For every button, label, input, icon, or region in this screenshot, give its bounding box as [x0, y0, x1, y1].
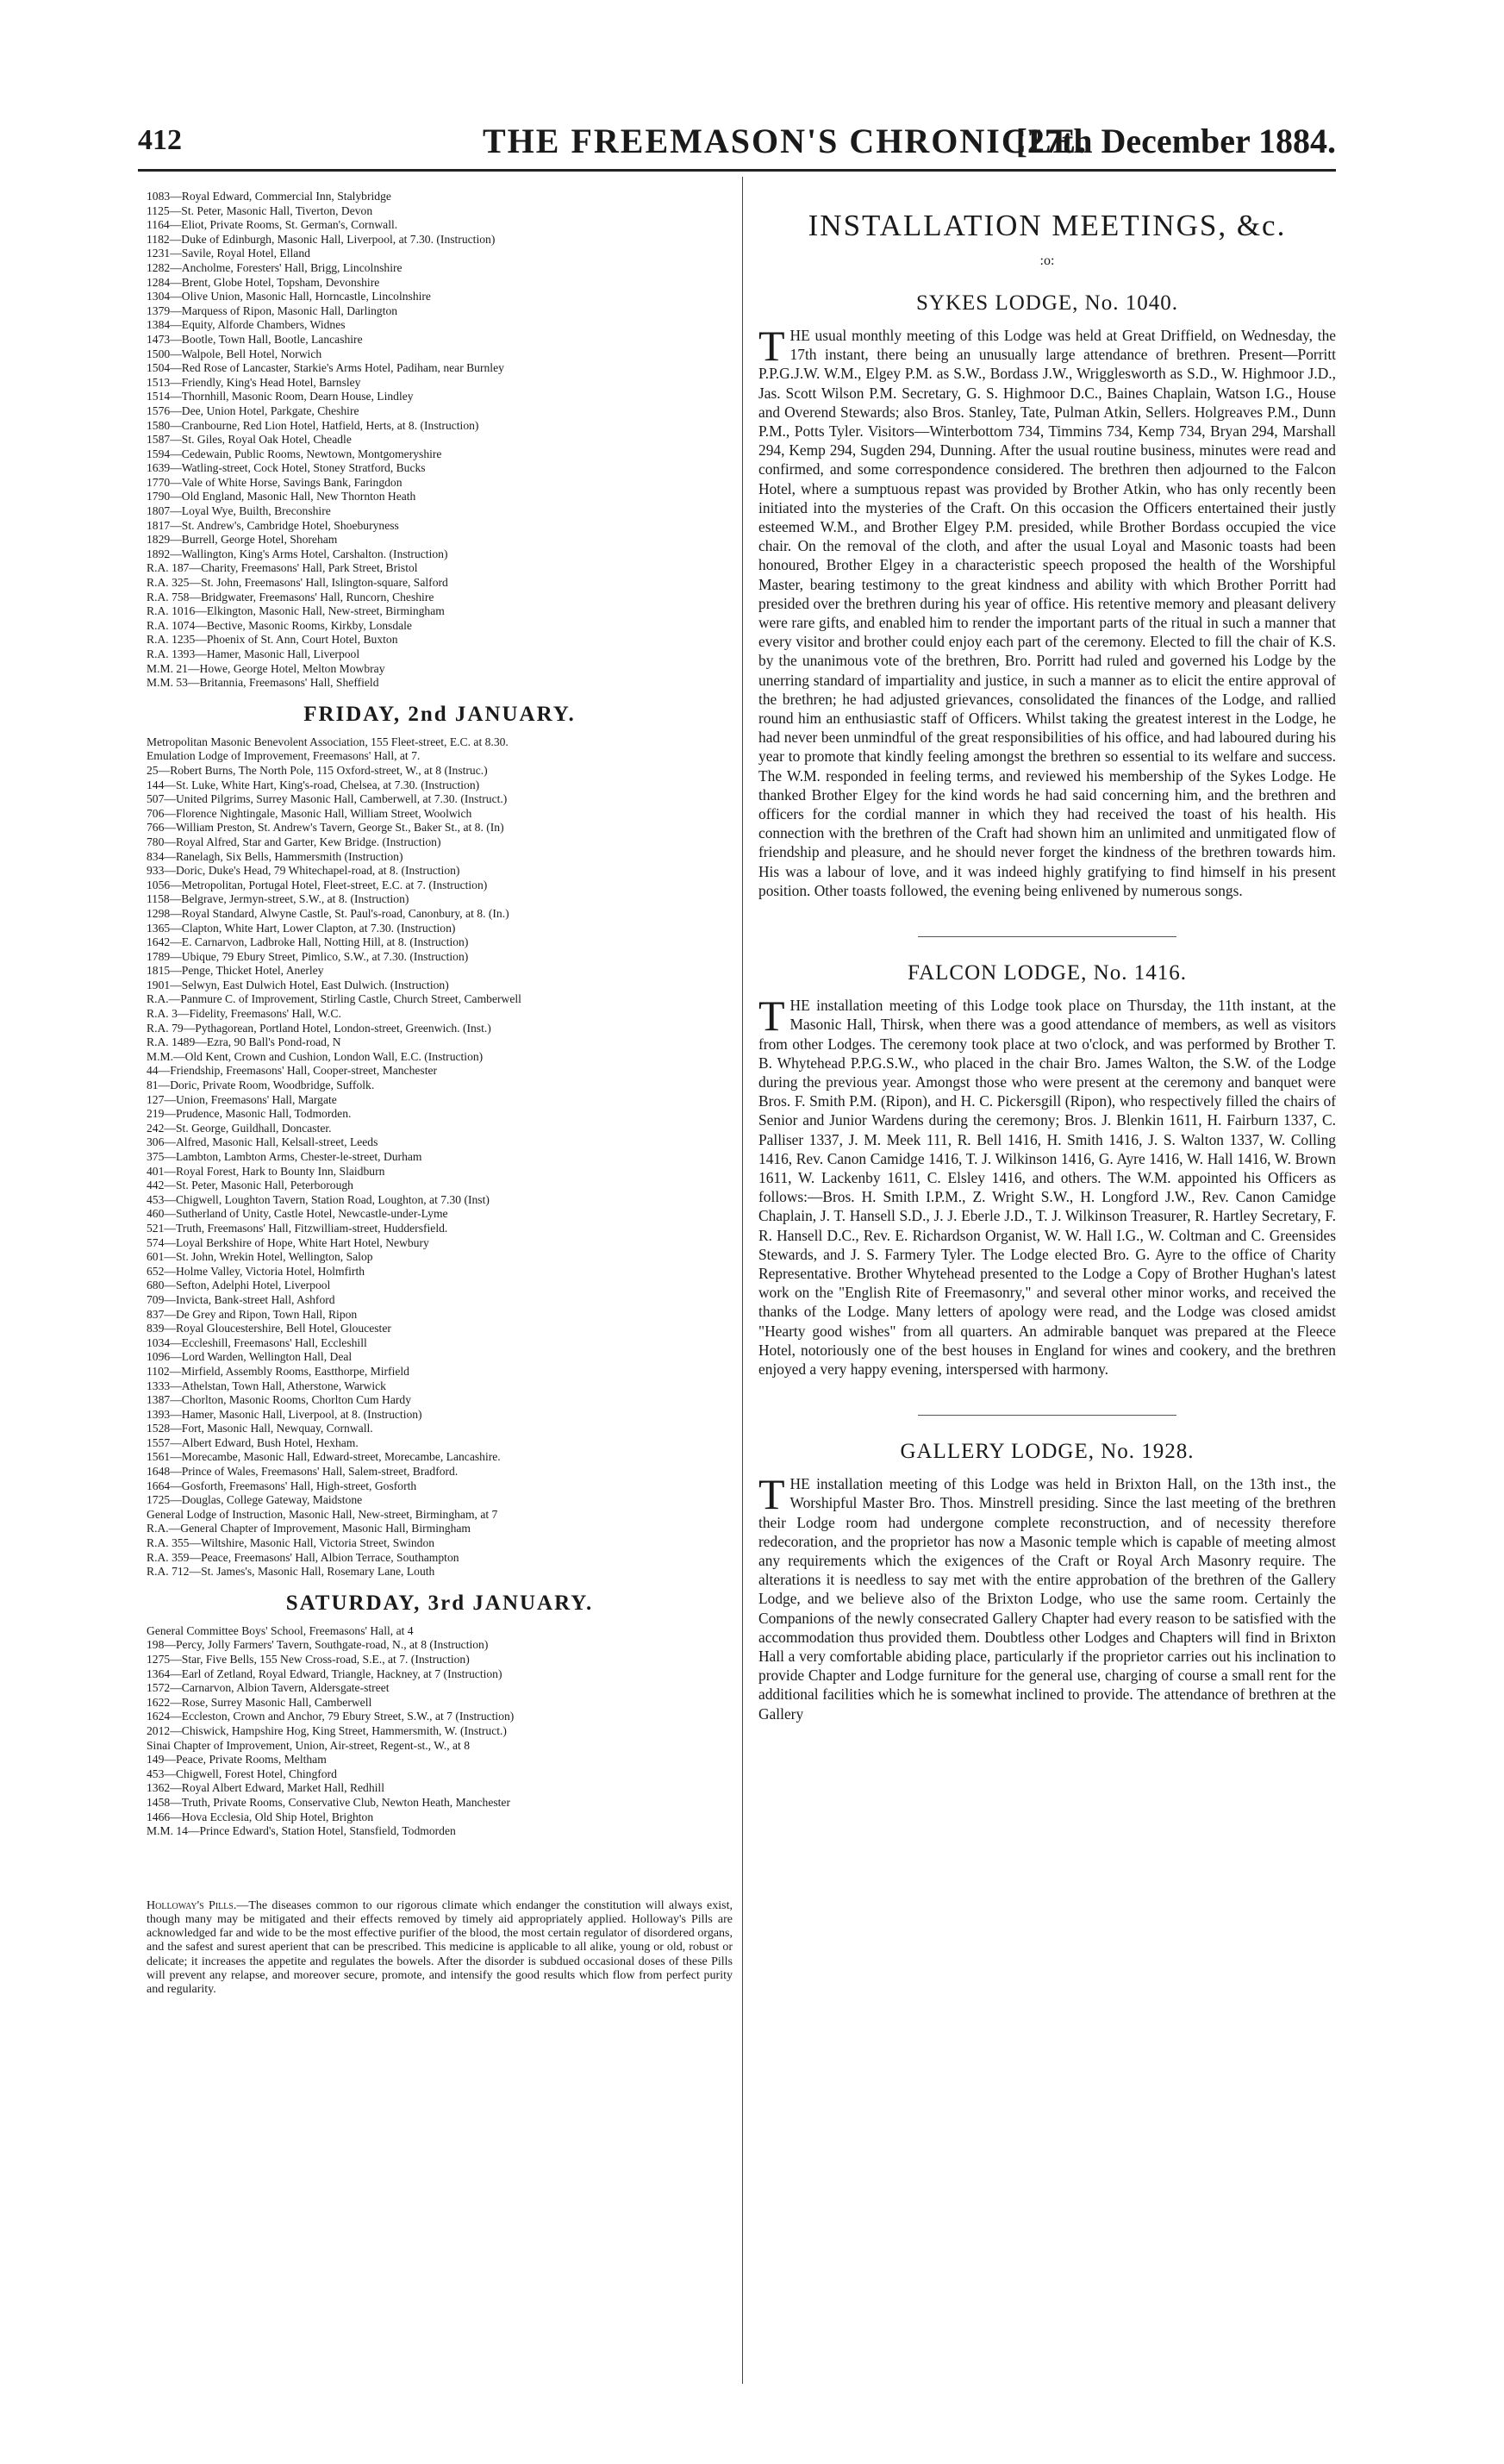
- list-item: 521—Truth, Freemasons' Hall, Fitzwilliam-street, Huddersfield.: [147, 1221, 448, 1235]
- list-item: Emulation Lodge of Improvement, Freemasons' Hall, at 7.: [147, 749, 421, 763]
- article-title: GALLERY LODGE, No. 1928.: [900, 1440, 1195, 1464]
- list-item: 1807—Loyal Wye, Builth, Breconshire: [147, 504, 331, 518]
- list-item: 1083—Royal Edward, Commercial Inn, Stalybridge: [147, 190, 391, 203]
- list-item: 149—Peace, Private Rooms, Meltham: [147, 1753, 327, 1767]
- list-item: 766—William Preston, St. Andrew's Tavern, George St., Baker St., at 8. (In): [147, 821, 504, 835]
- saturday-heading: SATURDAY, 3rd JANUARY.: [285, 1591, 594, 1615]
- list-item: 1473—Bootle, Town Hall, Bootle, Lancashire: [147, 332, 363, 346]
- article-paragraph: [758, 991, 1336, 1379]
- article-divider: [918, 1415, 1176, 1416]
- list-item: 127—Union, Freemasons' Hall, Margate: [147, 1092, 337, 1106]
- list-item: 1514—Thornhill, Masonic Room, Dearn House, Lindley: [147, 390, 414, 403]
- list-item: 1034—Eccleshill, Freemasons' Hall, Eccleshill: [147, 1335, 367, 1349]
- list-item: 1466—Hova Ecclesia, Old Ship Hotel, Brighton: [147, 1810, 374, 1823]
- list-item: 1158—Belgrave, Jermyn-street, S.W., at 8. (Instruction): [147, 892, 409, 906]
- list-item: 219—Prudence, Masonic Hall, Todmorden.: [147, 1107, 352, 1121]
- drop-cap: T: [758, 1470, 785, 1519]
- list-item: 1622—Rose, Surrey Masonic Hall, Camberwell: [147, 1695, 372, 1709]
- list-item: 1587—St. Giles, Royal Oak Hotel, Cheadle: [147, 433, 352, 447]
- list-item: R.A. 79—Pythagorean, Portland Hotel, London-street, Greenwich. (Inst.): [147, 1021, 491, 1035]
- list-item: 1364—Earl of Zetland, Royal Edward, Triangle, Hackney, at 7 (Instruction): [147, 1667, 502, 1680]
- list-item: 507—United Pilgrims, Surrey Masonic Hall, Camberwell, at 7.30. (Instruct.): [147, 792, 508, 806]
- list-item: 1164—Eliot, Private Rooms, St. German's, Cornwall.: [147, 218, 398, 232]
- friday-list-continued: [147, 190, 733, 691]
- list-item: 1648—Prince of Wales, Freemasons' Hall, Salem-street, Bradford.: [147, 1465, 459, 1479]
- notice-title: Holloway's Pills.: [147, 1898, 237, 1912]
- list-item: 1387—Chorlton, Masonic Rooms, Chorlton Cum Hardy: [147, 1393, 411, 1407]
- list-item: 1829—Burrell, George Hotel, Shoreham: [147, 533, 338, 547]
- list-item: 1365—Clapton, White Hart, Lower Clapton, at 7.30. (Instruction): [147, 921, 456, 935]
- list-item: 1561—Morecambe, Masonic Hall, Edward-street, Morecambe, Lancashire.: [147, 1450, 501, 1464]
- list-item: 652—Holme Valley, Victoria Hotel, Holmfirth: [147, 1264, 365, 1278]
- list-item: 1789—Ubique, 79 Ebury Street, Pimlico, S.W., at 7.30. (Instruction): [147, 949, 469, 963]
- list-item: 1892—Wallington, King's Arms Hotel, Carshalton. (Instruction): [147, 547, 448, 560]
- friday-heading: FRIDAY, 2nd JANUARY.: [303, 702, 576, 726]
- list-item: 1333—Athelstan, Town Hall, Atherstone, Warwick: [147, 1379, 386, 1392]
- list-item: 1298—Royal Standard, Alwyne Castle, St. Paul's-road, Canonbury, at 8. (In.): [147, 906, 509, 920]
- list-item: R.A. 1393—Hamer, Masonic Hall, Liverpool: [147, 647, 360, 660]
- list-item: 1580—Cranbourne, Red Lion Hotel, Hatfield, Herts, at 8. (Instruction): [147, 418, 479, 432]
- issue-date: [27th December 1884.: [1015, 122, 1336, 160]
- list-item: 442—St. Peter, Masonic Hall, Peterborough: [147, 1179, 353, 1192]
- list-item: 1815—Penge, Thicket Hotel, Anerley: [147, 964, 324, 978]
- list-item: R.A. 1074—Bective, Masonic Rooms, Kirkby, Lonsdale: [147, 618, 412, 632]
- list-item: M.M. 14—Prince Edward's, Station Hotel, Stansfield, Todmorden: [147, 1824, 456, 1838]
- list-item: 1770—Vale of White Horse, Savings Bank, Faringdon: [147, 475, 403, 489]
- list-item: General Committee Boys' School, Freemasons' Hall, at 4: [147, 1623, 414, 1637]
- list-item: 1642—E. Carnarvon, Ladbroke Hall, Notting Hill, at 8. (Instruction): [147, 935, 469, 949]
- list-item: 1528—Fort, Masonic Hall, Newquay, Cornwall.: [147, 1422, 373, 1435]
- list-item: R.A. 355—Wiltshire, Masonic Hall, Victoria Street, Swindon: [147, 1536, 435, 1550]
- list-item: 198—Percy, Jolly Farmers' Tavern, Southgate-road, N., at 8 (Instruction): [147, 1638, 489, 1652]
- article-paragraph: [758, 322, 1336, 900]
- section-title: INSTALLATION MEETINGS, &c.: [808, 209, 1287, 242]
- list-item: 933—Doric, Duke's Head, 79 Whitechapel-road, at 8. (Instruction): [147, 864, 460, 878]
- list-item: 1379—Marquess of Ripon, Masonic Hall, Darlington: [147, 303, 398, 317]
- list-item: 1790—Old England, Masonic Hall, New Thornton Heath: [147, 490, 416, 503]
- list-item: M.M. 53—Britannia, Freemasons' Hall, Sheffield: [147, 676, 379, 690]
- friday-lodge-list: [147, 735, 733, 1579]
- saturday-lodge-list: [147, 1624, 733, 1839]
- list-item: R.A. 187—Charity, Freemasons' Hall, Park Street, Bristol: [147, 561, 418, 575]
- list-item: R.A. 359—Peace, Freemasons' Hall, Albion Terrace, Southampton: [147, 1550, 459, 1564]
- list-item: 1125—St. Peter, Masonic Hall, Tiverton, Devon: [147, 203, 373, 217]
- list-item: 1304—Olive Union, Masonic Hall, Horncastle, Lincolnshire: [147, 290, 431, 303]
- list-item: General Lodge of Instruction, Masonic Hall, New-street, Birmingham, at 7: [147, 1507, 498, 1521]
- list-item: 1664—Gosforth, Freemasons' Hall, High-street, Gosforth: [147, 1479, 417, 1492]
- list-item: R.A. 1235—Phoenix of St. Ann, Court Hotel, Buxton: [147, 633, 398, 647]
- list-item: 81—Doric, Private Room, Woodbridge, Suffolk.: [147, 1079, 375, 1092]
- article-title: FALCON LODGE, No. 1416.: [908, 961, 1187, 985]
- list-item: 680—Sefton, Adelphi Hotel, Liverpool: [147, 1279, 331, 1292]
- list-item: 1901—Selwyn, East Dulwich Hotel, East Dulwich. (Instruction): [147, 978, 449, 991]
- list-item: 1362—Royal Albert Edward, Market Hall, Redhill: [147, 1781, 384, 1795]
- article-divider: [918, 936, 1176, 937]
- list-item: 1594—Cedewain, Public Rooms, Newtown, Montgomeryshire: [147, 447, 442, 460]
- list-item: Metropolitan Masonic Benevolent Association, 155 Fleet-street, E.C. at 8.30.: [147, 735, 509, 748]
- list-item: 837—De Grey and Ripon, Town Hall, Ripon: [147, 1307, 358, 1321]
- list-item: 453—Chigwell, Forest Hotel, Chingford: [147, 1767, 337, 1780]
- holloway-notice: [147, 1899, 733, 1997]
- articles: [758, 291, 1336, 1723]
- list-item: 1284—Brent, Globe Hotel, Topsham, Devonshire: [147, 275, 380, 289]
- list-item: 780—Royal Alfred, Star and Garter, Kew Bridge. (Instruction): [147, 835, 441, 848]
- drop-cap: T: [758, 322, 785, 370]
- list-item: 306—Alfred, Masonic Hall, Kelsall-street, Leeds: [147, 1135, 378, 1149]
- column-divider: [742, 177, 743, 2384]
- header-rule: [138, 169, 1336, 172]
- list-item: 44—Friendship, Freemasons' Hall, Cooper-street, Manchester: [147, 1064, 438, 1078]
- title-separator: :o:: [1039, 253, 1055, 268]
- list-item: 242—St. George, Guildhall, Doncaster.: [147, 1121, 332, 1135]
- list-item: 1275—Star, Five Bells, 155 New Cross-road, S.E., at 7. (Instruction): [147, 1653, 470, 1666]
- drop-cap: T: [758, 991, 785, 1041]
- list-item: 1557—Albert Edward, Bush Hotel, Hexham.: [147, 1435, 359, 1449]
- article-text: HE installation meeting of this Lodge took place on Thursday, the 11th instant, at the Masonic Hall, Thirsk, when there was a good attendance of members, as well as visitors from other Lodges. The ceremony took place at two o'clock, and was performed by Brother T. B. Whytehead P.P.G.S.W., who placed in the chair Bro. James Walton, the S.W. of the Lodge during the previous year. Amongst those who were present at the ceremony and banquet were Bros. F. Smith P.M. (Ripon), and H. C. Pickersgill (Ripon), who respectively filled the chairs of Senior and Junior Wardens during the ceremony; Bros. J. Blenkin 1611, H. Fairburn 1337, C. Palliser 1337, J. M. Meek 111, R. Bell 1416, H. Smith 1416, J. S. Walton 1337, W. Colling 1416, Rev. Canon Camidge 1416, T. J. Wilkinson 1416, G. Ayre 1416, W. Hall 1416, W. Brown 1611, W. Lackenby 1611, C. Elsley 1416, and others. The W.M. appointed his Officers as follows:—Bros. H. Smith I.P.M., Z. Wright S.W., H. Longford J.W., Rev. Canon Camidge Chaplain, J. T. Hansell S.D., J. J. Eberle J.D., T. J. Wilkinson Treasurer, R. Hartley Secretary, F. R. Hansell D.C., Rev. E. Richardson Organist, W. W. Hall I.G., W. Coltman and C. Greensides Stewards, and J. S. Farmery Tyler. The Lodge elected Bro. G. Ayre to the office of Charity Representative. Brother Whytehead presented to the Lodge a Copy of Brother Hughan's latest work on the "English Rite of Freemasonry," and several other minor works, and received the thanks of the Lodge. Many letters of apology were read, and the Lodge was closed amidst "Hearty good wishes" from all quarters. An admirable banquet was prepared at the Fleece Hotel, notoriously one of the best houses in England for wines and cookery, and the brethren enjoyed a very happy evening, interspersed with harmony.: [758, 997, 1336, 1378]
- list-item: Sinai Chapter of Improvement, Union, Air-street, Regent-st., W., at 8: [147, 1738, 470, 1752]
- list-item: R.A.—Panmure C. of Improvement, Stirling Castle, Church Street, Camberwell: [147, 992, 521, 1006]
- list-item: 1102—Mirfield, Assembly Rooms, Eastthorpe, Mirfield: [147, 1364, 409, 1378]
- list-item: 401—Royal Forest, Hark to Bounty Inn, Slaidburn: [147, 1164, 385, 1178]
- page-header: [138, 117, 1336, 166]
- list-item: 601—St. John, Wrekin Hotel, Wellington, Salop: [147, 1250, 373, 1264]
- list-item: 709—Invicta, Bank-street Hall, Ashford: [147, 1292, 335, 1306]
- list-item: R.A. 1489—Ezra, 90 Ball's Pond-road, N: [147, 1035, 341, 1049]
- paper-title: THE FREEMASON'S CHRONICLE.: [483, 122, 1089, 160]
- list-item: 1624—Eccleston, Crown and Anchor, 79 Ebury Street, S.W., at 7 (Instruction): [147, 1710, 515, 1723]
- left-column: [147, 190, 733, 1997]
- list-item: 25—Robert Burns, The North Pole, 115 Oxford-street, W., at 8 (Instruc.): [147, 763, 488, 777]
- list-item: R.A.—General Chapter of Improvement, Masonic Hall, Birmingham: [147, 1522, 471, 1535]
- list-item: 144—St. Luke, White Hart, King's-road, Chelsea, at 7.30. (Instruction): [147, 778, 480, 791]
- page-number: 412: [138, 124, 182, 156]
- list-item: 839—Royal Gloucestershire, Bell Hotel, Gloucester: [147, 1322, 391, 1335]
- list-item: 1817—St. Andrew's, Cambridge Hotel, Shoeburyness: [147, 518, 399, 532]
- list-item: R.A. 712—St. James's, Masonic Hall, Rosemary Lane, Louth: [147, 1565, 435, 1579]
- list-item: 1182—Duke of Edinburgh, Masonic Hall, Liverpool, at 7.30. (Instruction): [147, 232, 496, 246]
- article-paragraph: [758, 1470, 1336, 1723]
- list-item: 834—Ranelagh, Six Bells, Hammersmith (Instruction): [147, 849, 403, 863]
- list-item: 1576—Dee, Union Hotel, Parkgate, Cheshire: [147, 403, 359, 417]
- list-item: 1231—Savile, Royal Hotel, Elland: [147, 247, 310, 260]
- article-text: HE usual monthly meeting of this Lodge was held at Great Driffield, on Wednesday, the 17th instant, there being an unusually large attendance of brethren. Present—Porritt P.P.G.J.W. W.M., Elgey P.M. as S.W., Bordass J.W., Wrigglesworth as S.D., W. Highmoor J.D., Jas. Scott Wilson P.M. Secretary, G. S. Highmoor D.C., Baines Chaplain, Watson I.G., House and Overend Stewards; also Bros. Stanley, Tate, Pulman Atkin, Sellers. Holgreaves P.M., Dunn P.M., Potts Tyler. Visitors—Winterbottom 734, Timmins 734, Kemp 734, Bryan 294, Marshall 294, Kemp 294, Sugden 294, Dunning. After the usual routine business, minutes were read and confirmed, and some correspondence considered. The brethren then adjourned to the Falcon Hotel, where a sumptuous repast was provided by Brother Atkin, who has only recently been initiated into the mysteries of the Craft. On this occasion the Officers entertained their justly esteemed W.M., and Brother Elgey P.M. presided, while Brother Bordass occupied the vice chair. On the removal of the cloth, and after the usual Loyal and Masonic toasts had been honoured, Brother Elgey in a characteristic speech proposed the health of the Worshipful Master, bearing testimony to the great kindness and ability with which Brother Porritt had presided over the brethren during his year of office. His retentive memory and pleasant delivery were rare gifts, and enabled him to render the important parts of the ritual in such a manner that every visitor and brother could enjoy each part of the ceremony. Elected to fill the chair of K.S. by the unanimous vote of the brethren, Bro. Porritt had ruled and governed his Lodge by the unerring standard of impartiality and justice, in such a manner as to elicit the entire approval of the brethren; he had adjusted grievances, consolidated the finances of the Lodge, and rallied round him an enthusiastic staff of Officers. Whilst taking the greatest interest in the Lodge, he had never been unmindful of the great responsibilities of his office, and had laboured during his year to promote that kindly feeling amongst the brethren so essential to its welfare and success. The W.M. responded in feeling terms, and reviewed his membership of the Sykes Lodge. He thanked Brother Elgey for the kind words he had said concerning him, and the brethren and officers for the cordial manner in which they had received the toast of his health. His connection with the brethren of the Craft had shown him an unlimited and unmitigated flow of friendship and pleasure, and he should never forget the kindness of the brethren towards him. His was a labour of love, and it was indeed highly gratifying to find himself in his present position. Other toasts followed, the evening being enlivened by numerous songs.: [758, 327, 1336, 899]
- list-item: 1458—Truth, Private Rooms, Conservative Club, Newton Heath, Manchester: [147, 1795, 510, 1809]
- list-item: 453—Chigwell, Loughton Tavern, Station Road, Loughton, at 7.30 (Inst): [147, 1192, 490, 1206]
- list-item: 1384—Equity, Alforde Chambers, Widnes: [147, 318, 346, 332]
- list-item: 2012—Chiswick, Hampshire Hog, King Street, Hammersmith, W. (Instruct.): [147, 1723, 507, 1737]
- article-title: SYKES LODGE, No. 1040.: [916, 291, 1178, 315]
- list-item: 1096—Lord Warden, Wellington Hall, Deal: [147, 1350, 353, 1364]
- list-item: 574—Loyal Berkshire of Hope, White Hart Hotel, Newbury: [147, 1235, 429, 1249]
- list-item: M.M. 21—Howe, George Hotel, Melton Mowbray: [147, 661, 385, 675]
- list-item: M.M.—Old Kent, Crown and Cushion, London Wall, E.C. (Instruction): [147, 1049, 484, 1063]
- list-item: 1504—Red Rose of Lancaster, Starkie's Arms Hotel, Padiham, near Burnley: [147, 361, 504, 375]
- list-item: 1500—Walpole, Bell Hotel, Norwich: [147, 347, 322, 360]
- article-text: HE installation meeting of this Lodge was held in Brixton Hall, on the 13th inst., the Worshipful Master Bro. Thos. Minstrell presiding. Since the last meeting of the brethren their Lodge room had undergone complete reconstruction, and of necessity therefore redecoration, and the proprietor has now a Masonic temple which is capable of meeting almost any requirements which the exigences of the Craft or Royal Arch Masonry require. The alterations it is needless to say met with the entire approbation of the brethren of the Gallery Lodge, and we believe also of the Brixton Lodge, who use the same room. Certainly the Companions of the newly consecrated Gallery Chapter had every reason to be satisfied with the accommodation thus provided them. Doubtless other Lodges and Chapters will find in Brixton Hall a very comfortable abiding place, particularly if the proprietor carries out his inclination to provide Chapter and Lodge furniture for the general use, charging of course a small rent for the additional facilities which he is somewhat inclined to provide. The attendance of brethren at the Gallery: [758, 1475, 1336, 1723]
- notice-text: —The diseases common to our rigorous climate which endanger the constitution will always exist, though many may be mitigated and their effects removed by timely aid appropriately applied. Holloway's Pills are acknowledged far and wide to be the most effective purifier of the blood, the most certain regulator of disordered organs, and the safest and surest aperient that can be prescribed. This medicine is applicable to all alike, young or old, robust or delicate; it increases the appetite and regulates the bowels. After the disorder is subdued occasional doses of these Pills will prevent any relapse, and moreover secure, promote, and intensify the good results which flow from perfect purity and regularity.: [147, 1898, 733, 1996]
- list-item: 1056—Metropolitan, Portugal Hotel, Fleet-street, E.C. at 7. (Instruction): [147, 878, 488, 891]
- list-item: R.A. 325—St. John, Freemasons' Hall, Islington-square, Salford: [147, 576, 448, 590]
- list-item: R.A. 1016—Elkington, Masonic Hall, New-street, Birmingham: [147, 604, 445, 618]
- list-item: 1572—Carnarvon, Albion Tavern, Aldersgate-street: [147, 1681, 390, 1695]
- list-item: 1725—Douglas, College Gateway, Maidstone: [147, 1493, 363, 1507]
- list-item: 375—Lambton, Lambton Arms, Chester-le-street, Durham: [147, 1150, 422, 1163]
- list-item: 460—Sutherland of Unity, Castle Hotel, Newcastle-under-Lyme: [147, 1207, 448, 1221]
- list-item: 1393—Hamer, Masonic Hall, Liverpool, at 8. (Instruction): [147, 1407, 422, 1421]
- list-item: 1282—Ancholme, Foresters' Hall, Brigg, Lincolnshire: [147, 260, 403, 274]
- right-column: [758, 190, 1336, 1723]
- list-item: R.A. 3—Fidelity, Freemasons' Hall, W.C.: [147, 1007, 341, 1021]
- list-item: 1639—Watling-street, Cock Hotel, Stoney Stratford, Bucks: [147, 461, 426, 475]
- list-item: 706—Florence Nightingale, Masonic Hall, William Street, Woolwich: [147, 806, 472, 820]
- list-item: 1513—Friendly, King's Head Hotel, Barnsley: [147, 375, 361, 389]
- list-item: R.A. 758—Bridgwater, Freemasons' Hall, Runcorn, Cheshire: [147, 590, 434, 603]
